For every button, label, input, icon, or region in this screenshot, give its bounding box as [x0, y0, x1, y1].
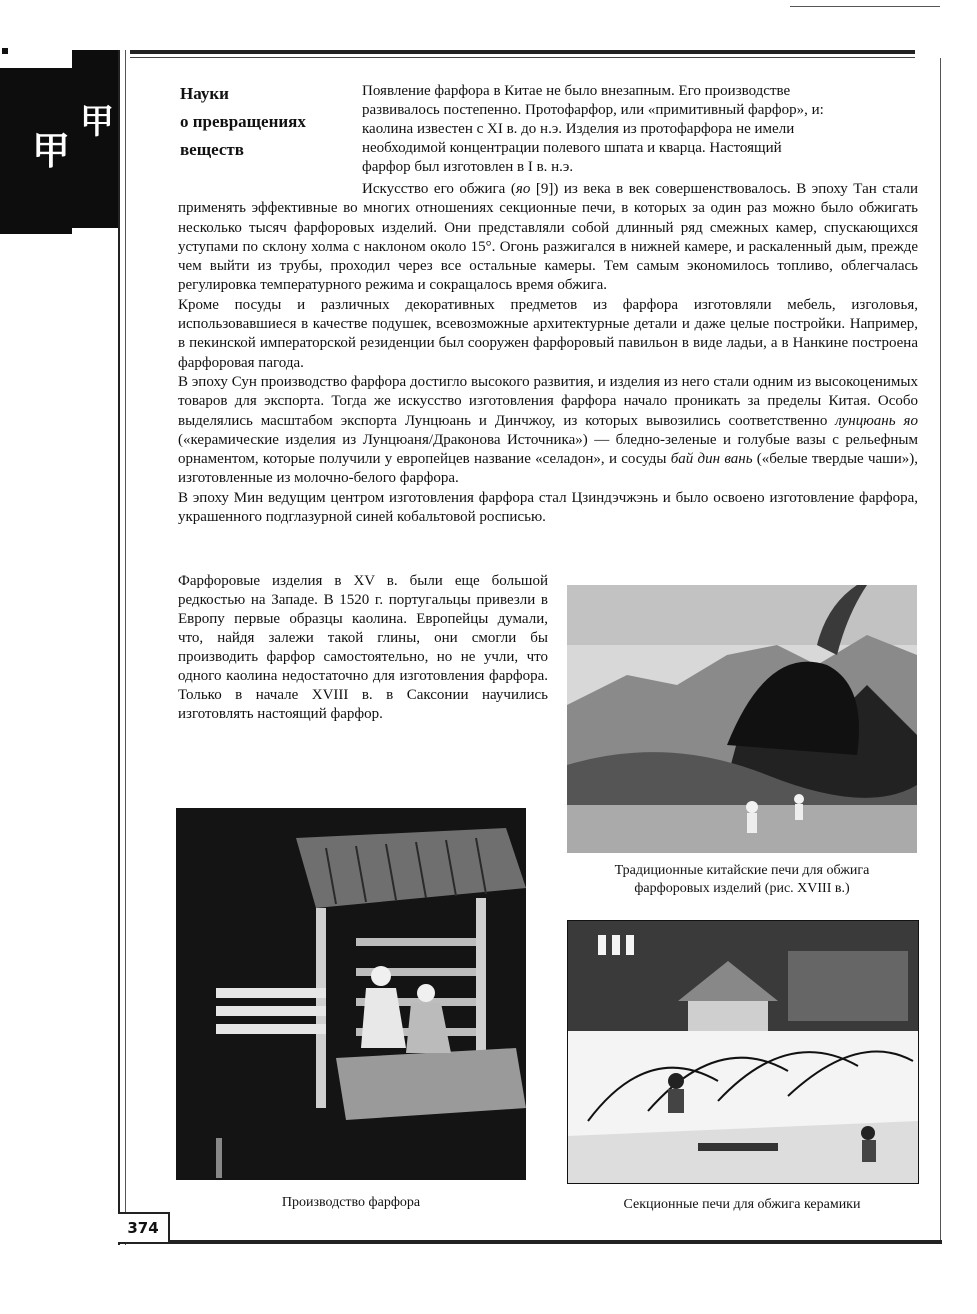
caption-production: Производство фарфора	[281, 1195, 421, 1210]
section-title-line-1: Науки	[180, 84, 229, 103]
intro-line-2: развивалось постепенно. Протофарфор, или «примитивный фарфор», и:	[362, 102, 824, 118]
tab-glyph-2: 甲	[80, 102, 114, 142]
paragraph-porcelain-objects: Кроме посуды и различных декоративных предметов из фарфора изготовляли мебель, изголовья, использовавшиеся в качестве подушек, всевозможные архитектурные детали и даже целые постройки. Например, в пекинской императорской резиденции был сооружен фарфоровый павильон в виде ладьи, а в Нанкине построена фарфоровая пагода.	[178, 296, 918, 371]
term-yao: яо	[515, 181, 531, 197]
caption-traditional-kilns-line-1: Традиционные китайские печи для обжига	[614, 863, 870, 878]
caption-traditional-kilns-line-2: фарфоровых изделий (рис. XVIII в.)	[634, 881, 850, 896]
caption-section-kilns: Секционные печи для обжига керамики	[623, 1197, 861, 1212]
top-rule-thin	[130, 57, 915, 58]
section-title-line-3: веществ	[180, 140, 244, 159]
term-bai-ding-wan: бай дин вань	[670, 451, 753, 468]
bottom-rule	[118, 1240, 942, 1244]
intro-paragraph	[362, 82, 918, 177]
section-title	[180, 80, 350, 164]
paragraph-europe: Фарфоровые изделия в XV в. были еще большой редкостью на Западе. В 1520 г. португальцы привезли в Европу первые образцы каолина. Европейцы думали, что, найдя залежи такой глины, они смогли бы производить фарфор самостоятельно, но не учли, что одного каолина недостаточно для изготовления фарфора. Только в начале XVIII в. в Саксонии научились изготовлять настоящий фарфор.	[178, 573, 548, 722]
paragraph-ming: В эпоху Мин ведущим центром изготовления фарфора стал Цзиндэчжэнь и было освоено изготовление фарфора, украшенного подглазурной синей кобальтовой росписью.	[178, 489, 918, 526]
paragraph-kiln-firing: Искусство его обжига (яо [9]) из века в век совершенствовалось. В эпоху Тан стали применять эффективные во многих отношениях секционные печи, в которых за один раз можно было обжигать несколько тысяч фарфоровых изделий. Они представляли собой длинный ряд смежных камер, спускающихся уступами по склону холма с наклоном около 15°. Огонь разжигался в нижней камере, и раскаленный дым, прежде чем выйти из трубы, проходил через все остальные камеры. Тем самым экономилось топливо, облегчалась регулировка температурного режима и сокращалось время обжига.	[178, 181, 918, 294]
section-kilns-illustration	[567, 920, 919, 1184]
section-title-line-2: о превращениях	[180, 112, 306, 131]
paragraph-song-export: В эпоху Сун производство фарфора достигло высокого развития, и изделия из него стали одним из высокоценимых товаров для экспорта. Тогда же искусство изготовления фарфора начало проникать за пределы Китая. Особо выделялись масштабом экспорта Лунцюань и Динчжоу, из которых вывозились соответственно лунцюань яо («керамические изделия из Лунцюаня/Драконова Источника») — бледно-зеленые и голубые вазы с рельефным орнаментом, которые получили у европейцев название «селадон», и сосуды бай дин вань («белые твердые чаши»), изготовленные из молочно-белого фарфора.	[178, 373, 918, 487]
tab-glyph-1: 甲	[32, 129, 71, 173]
term-longquan-yao: лунцюань яо	[835, 412, 918, 429]
corner-scan-line	[790, 6, 940, 7]
top-rule	[130, 50, 915, 54]
intro-line-4: необходимой концентрации полевого шпата и кварца. Настоящий	[362, 140, 782, 156]
caption-traditional-kilns	[567, 862, 917, 898]
intro-line-5: фарфор был изготовлен в I в. н.э.	[362, 159, 574, 175]
left-rule-thin	[125, 50, 126, 1245]
scan-speck	[2, 48, 8, 54]
page-number: 374	[118, 1212, 170, 1242]
body-text	[178, 180, 918, 527]
right-rule	[940, 58, 941, 1243]
intro-line-3: каолина известен с XI в. до н.э. Изделия из протофарфора не имели	[362, 121, 795, 137]
porcelain-production-illustration	[176, 808, 526, 1180]
kilns-landscape-illustration	[567, 585, 917, 853]
left-rule	[118, 50, 120, 1245]
intro-line-1: Появление фарфора в Китае не было внезапным. Его производстве	[362, 83, 791, 99]
